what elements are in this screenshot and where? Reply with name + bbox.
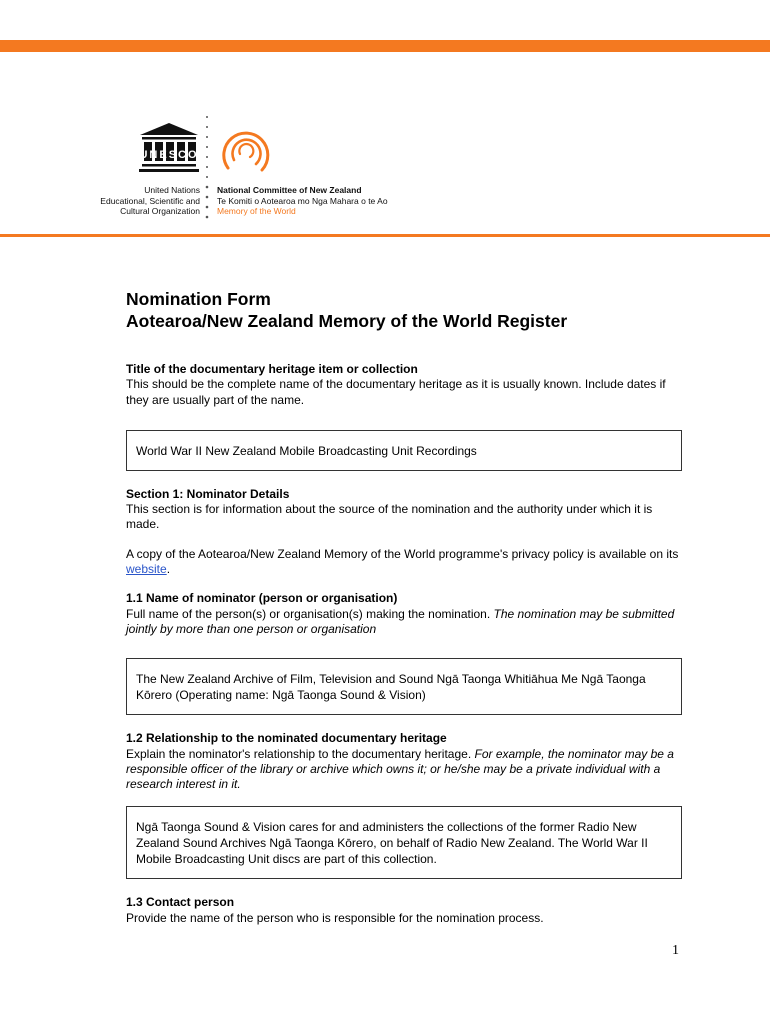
privacy-paragraph <box>126 547 682 578</box>
top-accent-bar <box>0 40 770 52</box>
unesco-temple-icon <box>138 122 200 178</box>
q1-1-instructions-italic: The nomination may be submitted jointly by more than one person or organisation <box>126 606 675 636</box>
relationship-field[interactable]: Ngā Taonga Sound & Vision cares for and administers the collections of the former Radio New Zealand Sound Archives Ngā Taonga Kōrero, on behalf of Radio New Zealand. The World War II Mobile Broadcasting Unit discs are part of this collection. <box>126 806 682 879</box>
unesco-logo-text: UNESCO <box>139 149 199 161</box>
privacy-end: . <box>166 562 171 577</box>
q1-1-instructions-text: Full name of the person(s) or organisation(s) making the nomination. <box>126 606 494 621</box>
q1-3-instructions: Provide the name of the person who is responsible for the nomination process. <box>126 910 544 925</box>
q1-2-instructions-italic: For example, the nominator may be a responsible officer of the library or archive which owns it; or he/she may be a private individual with a research interest in it. <box>126 746 674 792</box>
logo-divider <box>204 115 210 225</box>
q1-2-instructions <box>126 747 682 793</box>
question-1-3 <box>126 895 682 926</box>
item-title-section <box>126 362 682 408</box>
unesco-caption <box>80 185 200 217</box>
item-title-instructions: This should be the complete name of the documentary heritage as it is usually known. Include dates if they are usually part of the name. <box>126 377 666 407</box>
section1-heading: Section 1: Nominator Details <box>126 486 290 501</box>
question-1-2 <box>126 731 682 792</box>
form-title <box>126 288 682 332</box>
privacy-text: A copy of the Aotearoa/New Zealand Memory of the World programme's privacy policy is available on its <box>126 546 679 561</box>
item-title-field[interactable]: World War II New Zealand Mobile Broadcasting Unit Recordings <box>126 430 682 471</box>
q1-1-heading: 1.1 Name of nominator (person or organisation) <box>126 591 398 606</box>
q1-2-heading: 1.2 Relationship to the nominated documentary heritage <box>126 731 447 746</box>
nz-committee-caption <box>217 185 388 217</box>
unesco-caption-line: Cultural Organization <box>120 206 200 216</box>
unesco-caption-line: United Nations <box>144 185 200 195</box>
question-1-1 <box>126 591 682 637</box>
website-link[interactable]: website <box>126 562 167 577</box>
q1-1-instructions <box>126 607 682 638</box>
page-number: 1 <box>672 943 679 958</box>
item-title-heading: Title of the documentary heritage item or collection <box>126 362 418 376</box>
nz-caption-line: National Committee of New Zealand <box>217 185 362 195</box>
form-title-line: Nomination Form <box>126 289 271 309</box>
nz-caption-line: Te Komiti o Aotearoa mo Nga Mahara o te Ao <box>217 195 388 206</box>
nominator-name-field[interactable]: The New Zealand Archive of Film, Television and Sound Ngā Taonga Whitiāhua Me Ngā Taonga Kōrero (Operating name: Ngā Taonga Sound & Vision) <box>126 658 682 715</box>
form-title-line: Aotearoa/New Zealand Memory of the World Register <box>126 311 568 331</box>
memory-of-the-world-logo-icon <box>216 124 274 182</box>
form-content <box>126 288 682 926</box>
header-rule <box>0 234 770 237</box>
nz-caption-line: Memory of the World <box>217 206 296 216</box>
section1-intro: This section is for information about the source of the nomination and the authority under which it is made. <box>126 502 653 532</box>
unesco-caption-line: Educational, Scientific and <box>100 195 200 206</box>
q1-3-heading: 1.3 Contact person <box>126 895 235 910</box>
q1-2-instructions-text: Explain the nominator's relationship to the documentary heritage. <box>126 746 475 761</box>
section1 <box>126 487 682 577</box>
